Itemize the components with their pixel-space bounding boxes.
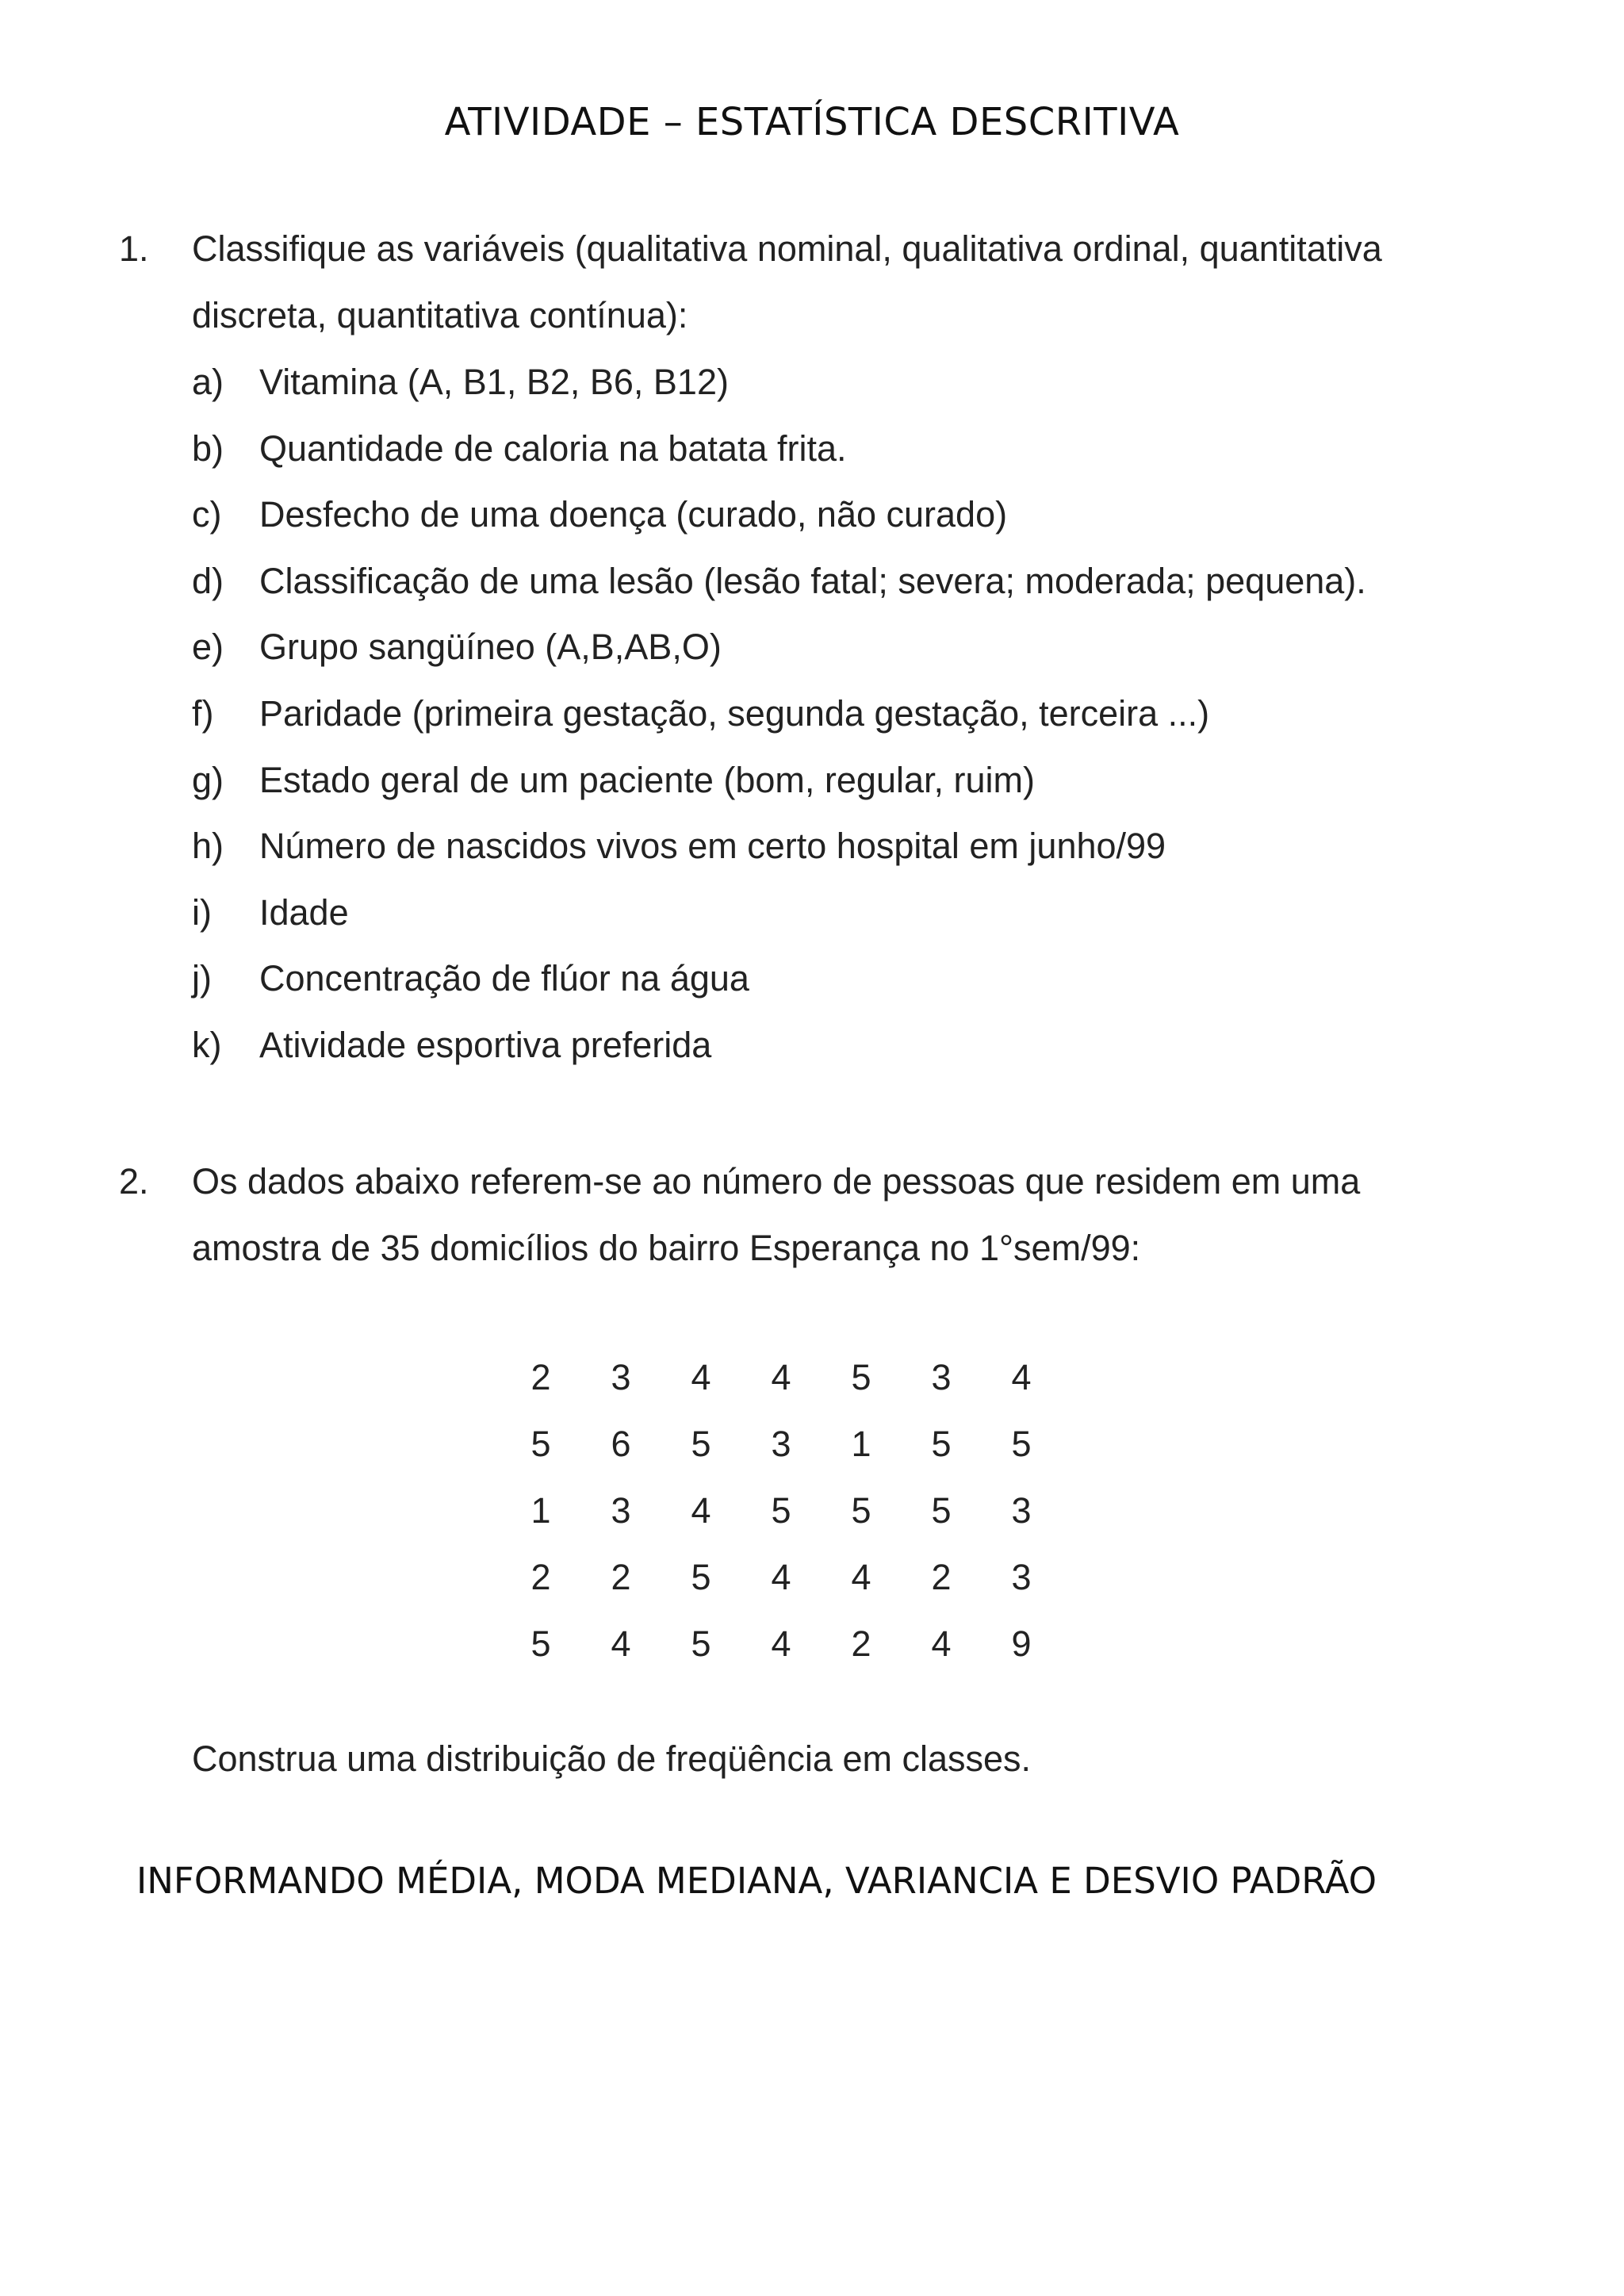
list-item xyxy=(119,481,1515,548)
table-cell: 5 xyxy=(931,1490,952,1531)
question-1-line-1 xyxy=(119,216,1515,282)
table-cell: 2 xyxy=(931,1557,952,1597)
list-item xyxy=(119,945,1515,1012)
question-1 xyxy=(119,216,1515,1079)
list-item xyxy=(119,614,1515,680)
note-text: INFORMANDO MÉDIA, MODA MEDIANA, VARIANCIA E DESVIO PADRÃO xyxy=(136,1860,1377,1902)
table-cell: 5 xyxy=(691,1424,711,1464)
item-letter: b) xyxy=(192,427,224,469)
table-cell: 5 xyxy=(691,1557,711,1597)
table-cell: 5 xyxy=(771,1490,791,1531)
item-letter: j) xyxy=(192,958,212,999)
table-cell: 3 xyxy=(1011,1557,1032,1597)
table-cell: 5 xyxy=(851,1357,871,1397)
item-letter: c) xyxy=(192,494,222,535)
item-letter: k) xyxy=(192,1024,222,1065)
item-letter: a) xyxy=(192,362,224,402)
table-cell: 4 xyxy=(611,1623,631,1664)
table-cell: 2 xyxy=(530,1557,551,1597)
list-item xyxy=(119,680,1515,747)
question-2-line-1 xyxy=(119,1148,1515,1215)
list-item xyxy=(119,880,1515,946)
instruction-text: Construa uma distribuição de freqüência em classes. xyxy=(192,1738,1032,1779)
table-cell: 2 xyxy=(851,1623,871,1664)
question-1-text-line-2: discreta, quantitativa contínua): xyxy=(192,295,688,335)
question-2 xyxy=(119,1148,1515,1282)
page-title: ATIVIDADE – ESTATÍSTICA DESCRITIVA xyxy=(444,100,1180,144)
table-cell: 4 xyxy=(771,1357,791,1397)
question-2-number: 2. xyxy=(119,1161,149,1202)
question-1-text-line-1: Classifique as variáveis (qualitativa nominal, qualitativa ordinal, quantitativa xyxy=(192,228,1382,269)
table-cell: 5 xyxy=(530,1424,551,1464)
table-cell: 4 xyxy=(691,1357,711,1397)
item-letter: e) xyxy=(192,627,224,668)
question-1-items xyxy=(119,349,1515,1079)
table-cell: 5 xyxy=(530,1623,551,1664)
table-cell: 1 xyxy=(851,1424,871,1464)
table-cell: 5 xyxy=(1011,1424,1032,1464)
list-item xyxy=(119,416,1515,482)
table-cell: 2 xyxy=(530,1357,551,1397)
table-cell: 4 xyxy=(1011,1357,1032,1397)
table-cell: 5 xyxy=(851,1490,871,1531)
table-cell: 3 xyxy=(611,1490,631,1531)
item-text: Paridade (primeira gestação, segunda gestação, terceira ...) xyxy=(259,692,1210,734)
question-1-number: 1. xyxy=(119,228,149,269)
list-item xyxy=(119,813,1515,880)
question-2-line-2 xyxy=(119,1215,1515,1282)
table-cell: 3 xyxy=(771,1424,791,1464)
item-letter: i) xyxy=(192,891,212,933)
item-text: Grupo sangüíneo (A,B,AB,O) xyxy=(259,627,722,668)
question-1-line-2 xyxy=(119,282,1515,349)
table-cell: 2 xyxy=(611,1557,631,1597)
question-2-text-line-2: amostra de 35 domicílios do bairro Esperança no 1°sem/99: xyxy=(192,1228,1141,1268)
list-item xyxy=(119,747,1515,814)
item-letter: g) xyxy=(192,759,224,800)
table-cell: 4 xyxy=(771,1623,791,1664)
item-text: Idade xyxy=(259,891,349,933)
table-cell: 1 xyxy=(530,1490,551,1531)
item-text: Concentração de flúor na água xyxy=(259,958,749,999)
table-cell: 9 xyxy=(1011,1623,1032,1664)
item-text: Classificação de uma lesão (lesão fatal; severa; moderada; pequena). xyxy=(259,560,1366,601)
table-cell: 5 xyxy=(691,1623,711,1664)
item-text: Desfecho de uma doença (curado, não curado) xyxy=(259,494,1008,535)
table-cell: 5 xyxy=(931,1424,952,1464)
item-letter: f) xyxy=(192,692,214,734)
item-text: Vitamina (A, B1, B2, B6, B12) xyxy=(259,362,729,402)
item-text: Estado geral de um paciente (bom, regular, ruim) xyxy=(259,759,1035,800)
item-text: Atividade esportiva preferida xyxy=(259,1024,712,1065)
item-letter: d) xyxy=(192,560,224,601)
table-cell: 3 xyxy=(611,1357,631,1397)
item-text: Quantidade de caloria na batata frita. xyxy=(259,427,847,469)
item-text: Número de nascidos vivos em certo hospital em junho/99 xyxy=(259,826,1166,867)
list-item xyxy=(119,548,1515,615)
question-2-text-line-1: Os dados abaixo referem-se ao número de pessoas que residem em uma xyxy=(192,1161,1361,1202)
table-cell: 4 xyxy=(851,1557,871,1597)
list-item xyxy=(119,349,1515,416)
table-cell: 6 xyxy=(611,1424,631,1464)
table-cell: 3 xyxy=(1011,1490,1032,1531)
table-cell: 4 xyxy=(691,1490,711,1531)
data-table xyxy=(525,1344,1080,1677)
list-item xyxy=(119,1012,1515,1079)
item-letter: h) xyxy=(192,826,224,867)
table-cell: 4 xyxy=(931,1623,952,1664)
table-cell: 3 xyxy=(931,1357,952,1397)
table-cell: 4 xyxy=(771,1557,791,1597)
